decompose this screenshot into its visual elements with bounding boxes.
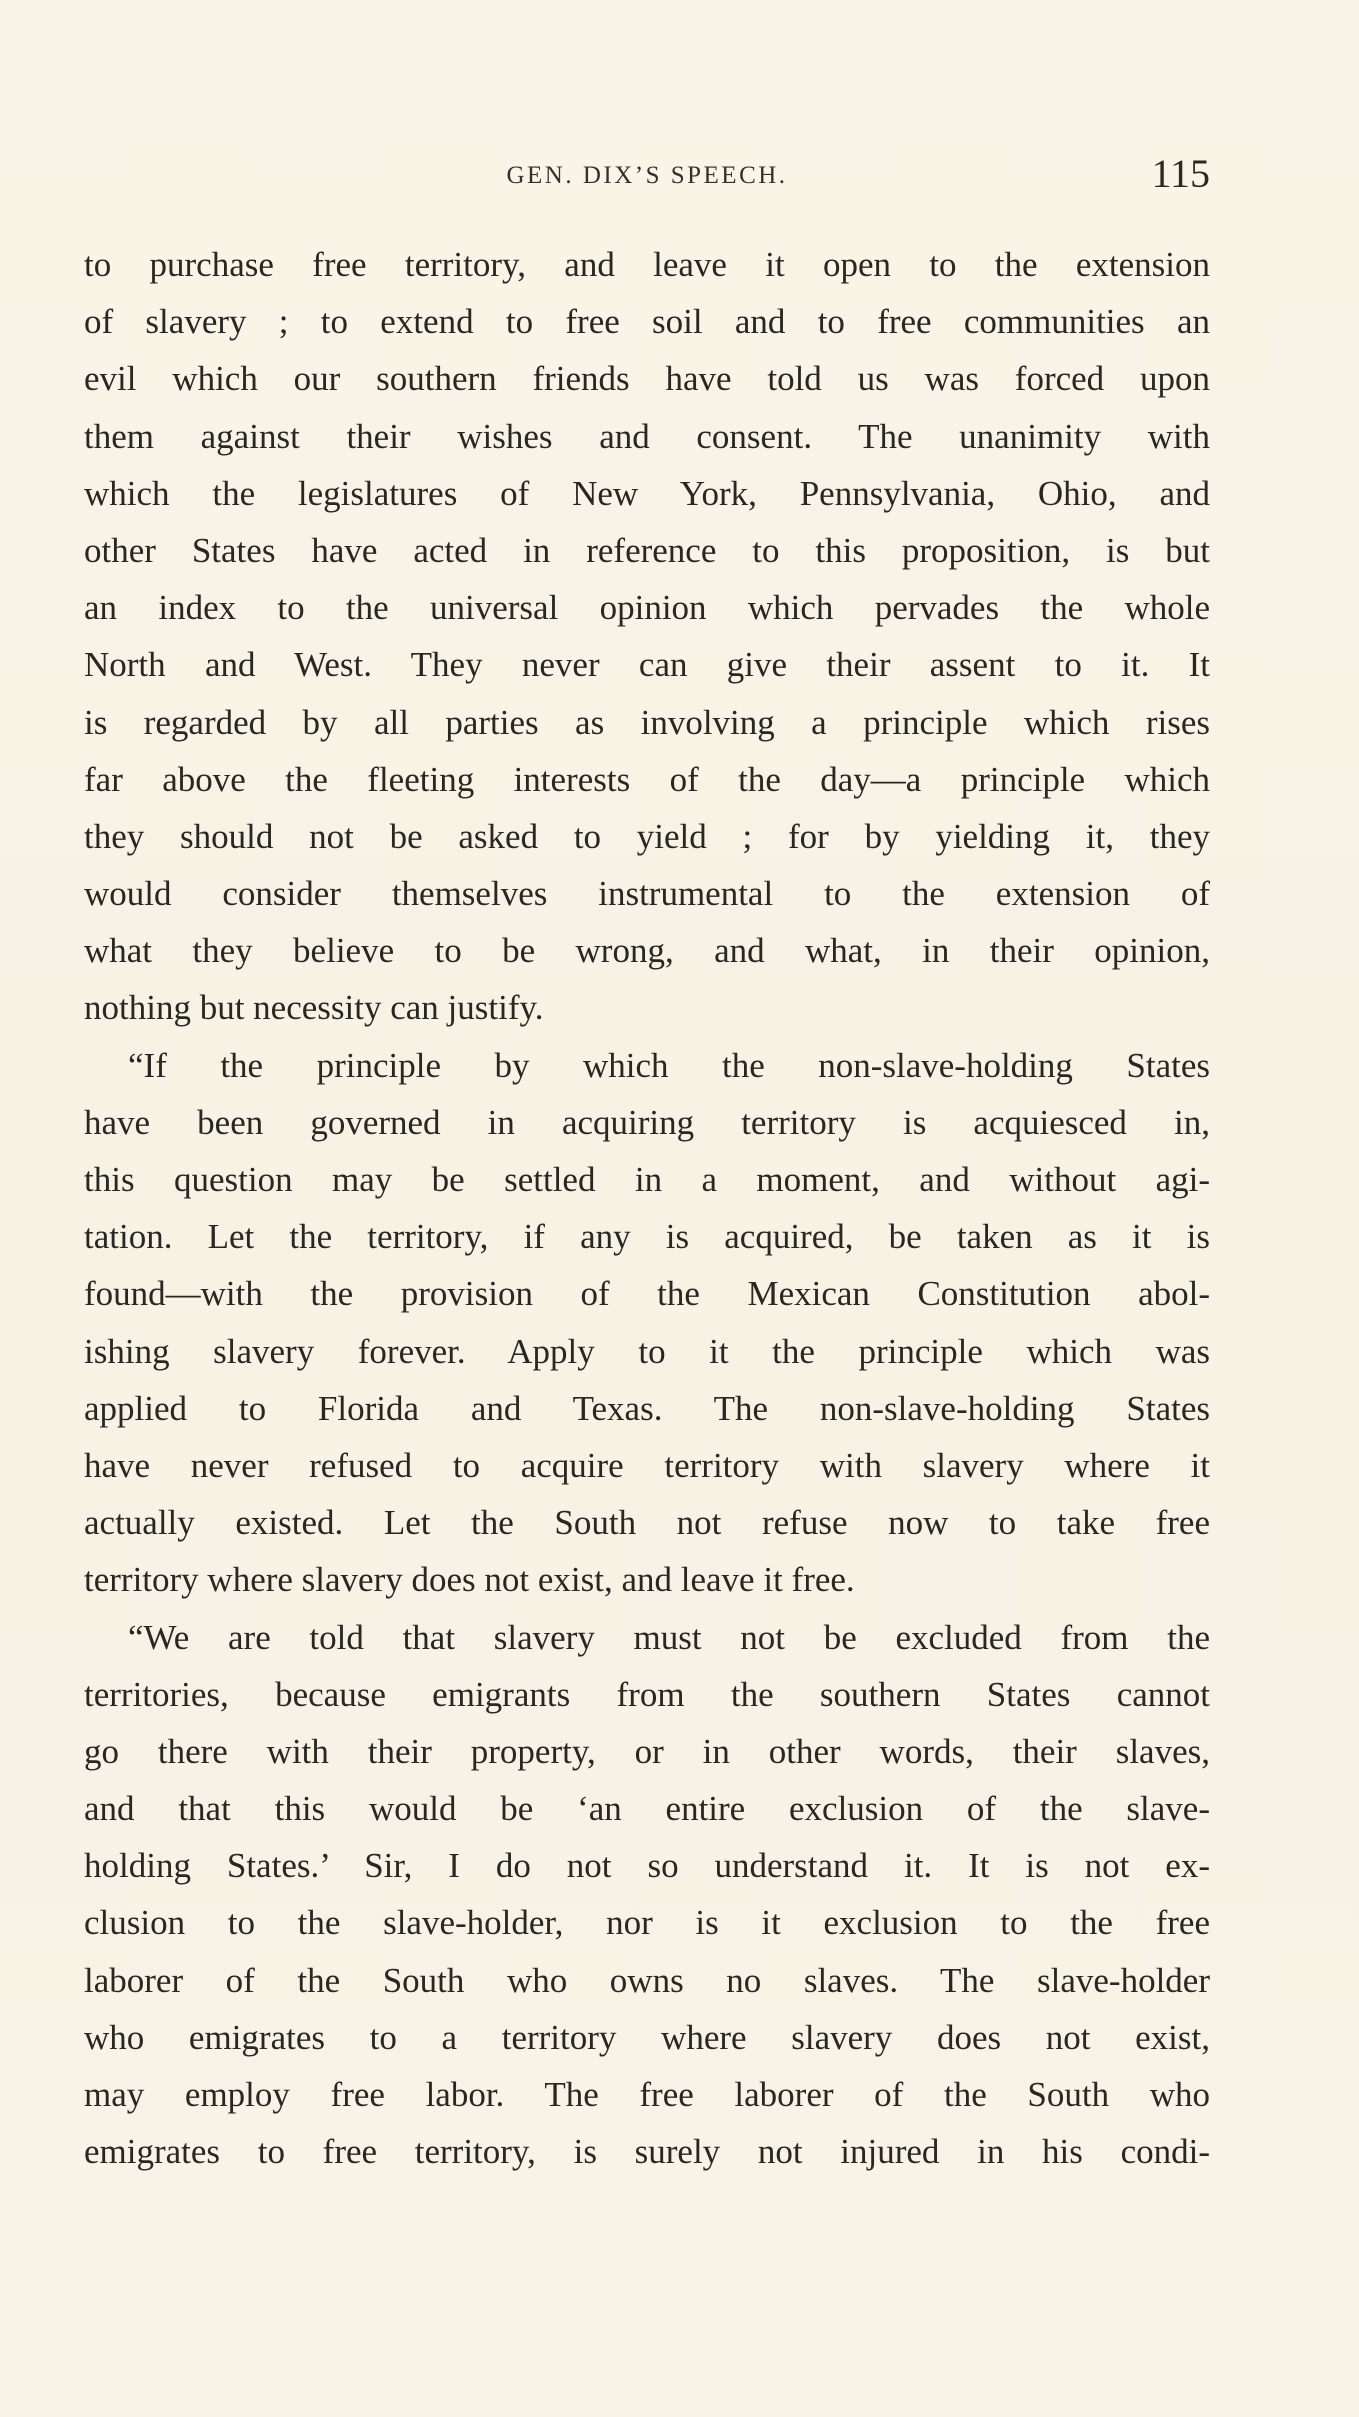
text-line: laborer of the South who owns no slaves. The slave-holder: [84, 1960, 1210, 2000]
paragraph-end-line: nothing but necessity can justify.: [84, 988, 544, 1028]
text-line: found—with the provision of the Mexican Constitution abol-: [84, 1274, 1210, 1314]
paragraph-start-line: “We are told that slavery must not be excluded from the: [128, 1617, 1210, 1657]
text-line: emigrates to free territory, is surely not injured in his condi-: [84, 2132, 1210, 2172]
text-line: far above the fleeting interests of the day—a principle which: [84, 759, 1210, 799]
body-text: [84, 236, 1210, 2180]
text-line: ishing slavery forever. Apply to it the principle which was: [84, 1331, 1210, 1371]
paragraph-end-line: territory where slavery does not exist, and leave it free.: [84, 1560, 855, 1600]
text-line: them against their wishes and consent. The unanimity with: [84, 416, 1210, 456]
page-number: 115: [1151, 151, 1210, 196]
text-line: territories, because emigrants from the southern States cannot: [84, 1674, 1210, 1714]
text-line: have never refused to acquire territory with slavery where it: [84, 1445, 1210, 1485]
text-line: clusion to the slave-holder, nor is it exclusion to the free: [84, 1903, 1210, 1943]
text-line: they should not be asked to yield ; for by yielding it, they: [84, 816, 1210, 856]
text-line: other States have acted in reference to this proposition, is but: [84, 530, 1210, 570]
text-line: who emigrates to a territory where slavery does not exist,: [84, 2017, 1210, 2057]
text-line: go there with their property, or in other words, their slaves,: [84, 1731, 1210, 1771]
text-line: North and West. They never can give their assent to it. It: [84, 645, 1210, 685]
text-line: to purchase free territory, and leave it open to the extension: [84, 245, 1210, 284]
text-line: which the legislatures of New York, Pennsylvania, Ohio, and: [84, 473, 1210, 513]
text-line: actually existed. Let the South not refuse now to take free: [84, 1503, 1210, 1543]
text-line: is regarded by all parties as involving a principle which rises: [84, 702, 1210, 742]
text-line: and that this would be ‘an entire exclusion of the slave-: [84, 1789, 1210, 1829]
text-line: would consider themselves instrumental to the extension of: [84, 874, 1210, 914]
text-line: holding States.’ Sir, I do not so understand it. It is not ex-: [84, 1846, 1210, 1886]
paragraph-start-line: “If the principle by which the non-slave-holding States: [128, 1045, 1210, 1085]
text-line: an index to the universal opinion which pervades the whole: [84, 588, 1210, 628]
text-line: evil which our southern friends have told us was forced upon: [84, 359, 1210, 399]
text-line: applied to Florida and Texas. The non-slave-holding States: [84, 1388, 1210, 1428]
text-line: this question may be settled in a moment, and without agi-: [84, 1160, 1210, 1199]
text-line: of slavery ; to extend to free soil and to free communities an: [84, 302, 1210, 342]
text-line: have been governed in acquiring territory is acquiesced in,: [84, 1102, 1210, 1142]
text-line: what they believe to be wrong, and what, in their opinion,: [84, 931, 1210, 971]
running-title: GEN. DIX’S SPEECH.: [506, 162, 788, 189]
page-header: [84, 150, 1210, 202]
text-line: tation. Let the territory, if any is acquired, be taken as it is: [84, 1217, 1210, 1257]
text-line: may employ free labor. The free laborer of the South who: [84, 2075, 1210, 2114]
